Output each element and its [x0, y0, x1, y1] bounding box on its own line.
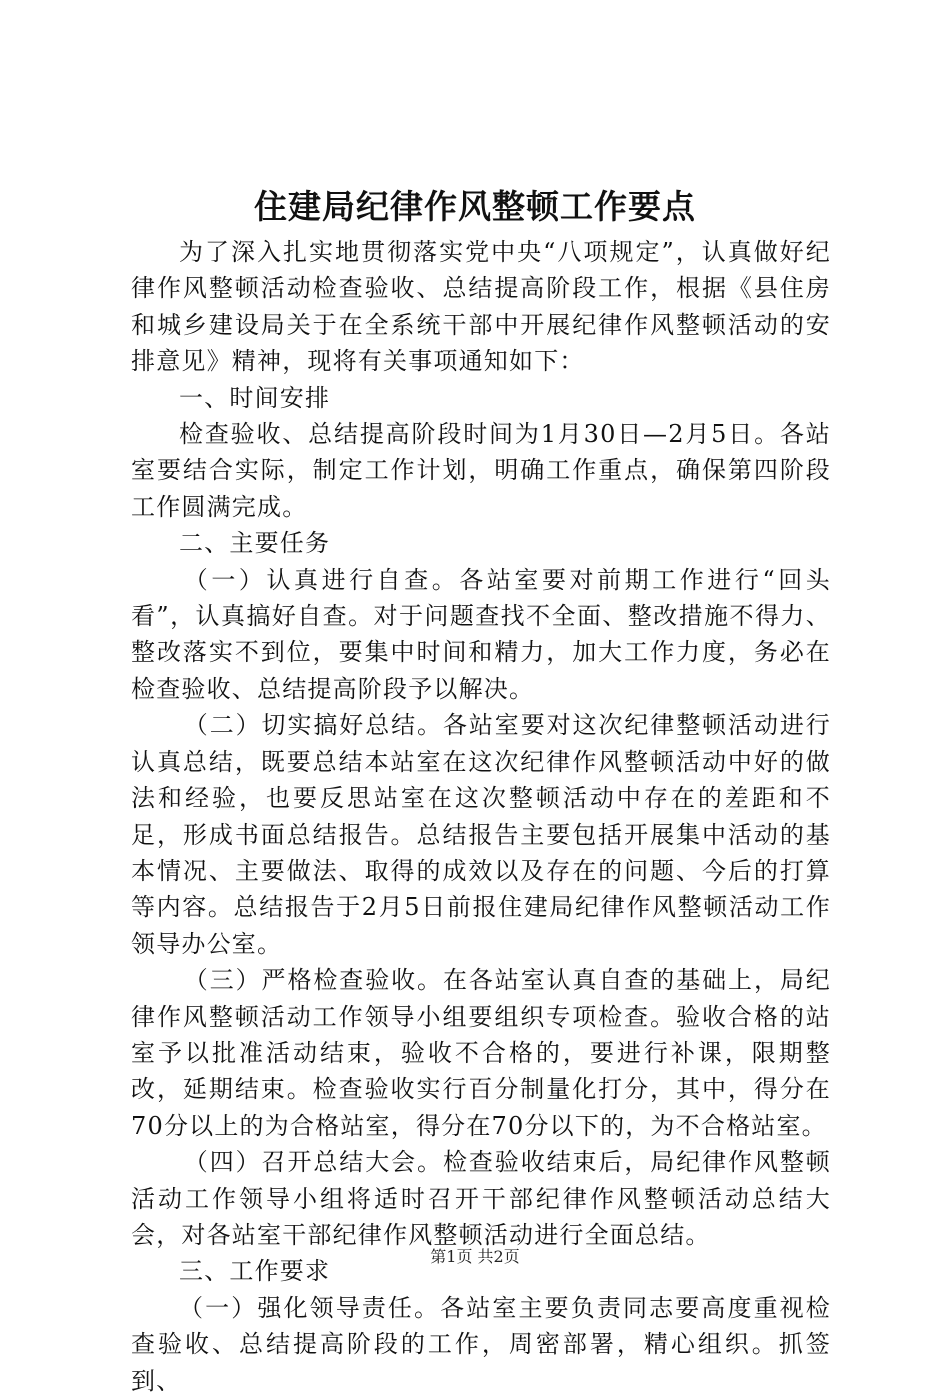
- section-heading-tasks: 二、主要任务: [179, 529, 331, 558]
- task-self-check-paragraph: （一）认真进行自查。各站室要对前期工作进行“回头看”，认真搞好自查。对于问题查找不全面、整改措施不得力、整改落实不到位，要集中时间和精力，加大工作力度，务必在检查验收、总结提高阶段予以解决。: [131, 565, 831, 703]
- task-meeting-paragraph: （四）召开总结大会。检查验收结束后，局纪律作风整顿活动工作领导小组将适时召开干部纪律作风整顿活动总结大会，对各站室干部纪律作风整顿活动进行全面总结。: [131, 1148, 831, 1249]
- section-heading-schedule: 一、时间安排: [179, 383, 331, 412]
- intro-paragraph: 为了深入扎实地贯彻落实党中央“八项规定”，认真做好纪律作风整顿活动检查验收、总结提高阶段工作，根据《县住房和城乡建设局关于在全系统干部中开展纪律作风整顿活动的安排意见》精神，现将有关事项通知如下：: [131, 238, 831, 376]
- task-summary-paragraph: （二）切实搞好总结。各站室要对这次纪律整顿活动进行认真总结，既要总结本站室在这次纪律作风整顿活动中好的做法和经验，也要反思站室在这次整顿活动中存在的差距和不足，形成书面总结报告。总结报告主要包括开展集中活动的基本情况、主要做法、取得的成效以及存在的问题、今后的打算等内容。总结报告于2月5日前报住建局纪律作风整顿活动工作领导办公室。: [131, 711, 831, 958]
- section-heading-requirements: 三、工作要求: [179, 1257, 331, 1286]
- document-title: 住建局纪律作风整顿工作要点: [254, 187, 696, 226]
- schedule-paragraph: 检查验收、总结提高阶段时间为1月30日—2月5日。各站室要结合实际，制定工作计划，明确工作重点，确保第四阶段工作圆满完成。: [131, 420, 831, 521]
- document-body: [131, 234, 831, 1399]
- task-inspection-paragraph: （三）严格检查验收。在各站室认真自查的基础上，局纪律作风整顿活动工作领导小组要组织专项检查。验收合格的站室予以批准活动结束，验收不合格的，要进行补课，限期整改，延期结束。检查验收实行百分制量化打分，其中，得分在70分以上的为合格站室，得分在70分以下的，为不合格站室。: [131, 966, 831, 1140]
- page-number-footer: 第1页 共2页: [430, 1247, 520, 1266]
- requirement-leadership-paragraph: （一）强化领导责任。各站室主要负责同志要高度重视检查验收、总结提高阶段的工作，周密部署，精心组织。抓签到、: [131, 1293, 831, 1395]
